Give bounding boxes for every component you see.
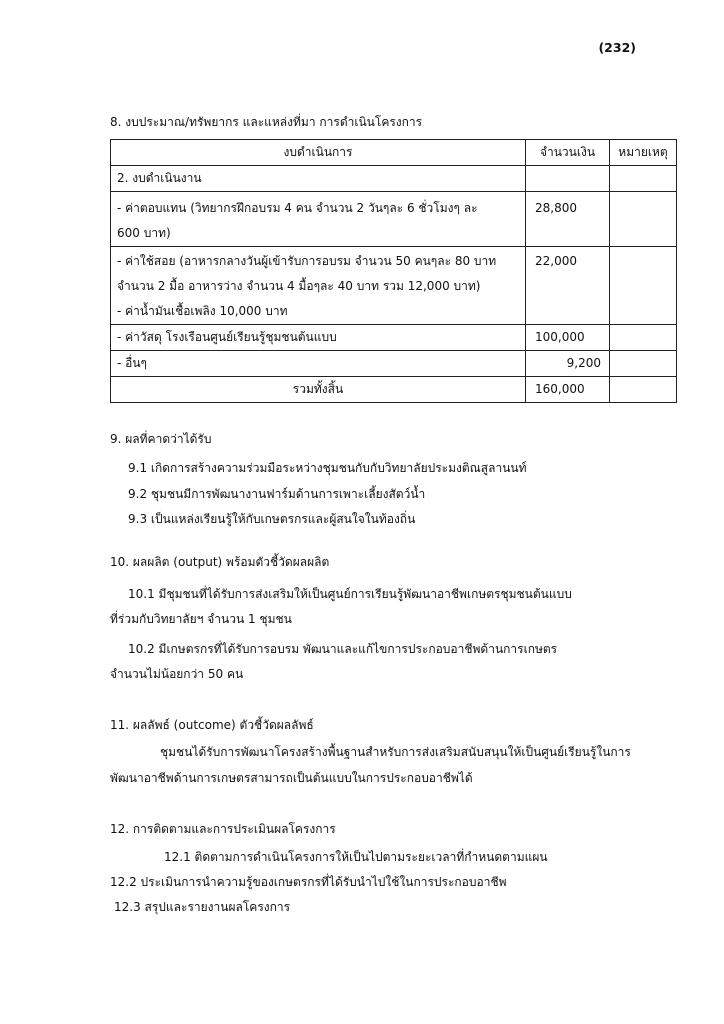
row-amount: 22,000 <box>526 247 610 325</box>
section-9-item: 9.2 ชุมชนมีการพัฒนางานฟาร์มด้านการเพาะเลี้ยงสัตว์น้ำ <box>128 487 426 501</box>
row-amount: 100,000 <box>526 325 610 351</box>
row-line: - ค่าใช้สอย (อาหารกลางวันผู้เข้ารับการอบรม จำนวน 50 คนๆละ 80 บาท <box>117 254 497 268</box>
section-8-heading: 8. งบประมาณ/ทรัพยากร และแหล่งที่มา การดำเนินโครงการ <box>110 115 423 129</box>
row-amount <box>526 166 610 192</box>
section-9-heading: 9. ผลที่คาดว่าได้รับ <box>110 432 212 446</box>
total-note <box>610 377 677 403</box>
row-note <box>610 166 677 192</box>
section-12-item: 12.2 ประเมินการนำความรู้ของเกษตรกรที่ได้รับนำไปใช้ในการประกอบอาชีพ <box>110 875 507 889</box>
row-line: - อื่นๆ <box>117 356 147 370</box>
row-description <box>111 351 526 377</box>
row-note <box>610 192 677 247</box>
table-row <box>111 192 677 247</box>
table-row <box>111 247 677 325</box>
section-11-paragraph-line: พัฒนาอาชีพด้านการเกษตรสามารถเป็นต้นแบบในการประกอบอาชีพได้ <box>110 771 473 785</box>
row-description <box>111 192 526 247</box>
row-line: - ค่าตอบแทน (วิทยากรฝึกอบรม 4 คน จำนวน 2 วันๆละ 6 ชั่วโมงๆ ละ <box>117 201 478 215</box>
section-10-item-1: 10.1 มีชุมชนที่ได้รับการส่งเสริมให้เป็นศูนย์การเรียนรู้พัฒนาอาชีพเกษตรชุมชนต้นแบบ <box>128 587 572 601</box>
row-line: - ค่าวัสดุ โรงเรือนศูนย์เรียนรู้ชุมชนต้นแบบ <box>117 330 337 344</box>
row-description <box>111 247 526 325</box>
row-description <box>111 166 526 192</box>
section-9-item: 9.1 เกิดการสร้างความร่วมมือระหว่างชุมชนกับกับวิทยาลัยประมงติณสูลานนท์ <box>128 461 527 475</box>
budget-table <box>110 139 677 403</box>
row-line: จำนวน 2 มื้อ อาหารว่าง จำนวน 4 มื้อๆละ 40 บาท รวม 12,000 บาท) <box>117 279 481 293</box>
column-header-operations: งบดำเนินการ <box>111 140 526 166</box>
section-10-heading: 10. ผลผลิต (output) พร้อมตัวชี้วัดผลผลิต <box>110 555 330 569</box>
row-line: 2. งบดำเนินงาน <box>117 171 202 185</box>
column-header-amount: จำนวนเงิน <box>526 140 610 166</box>
table-row <box>111 351 677 377</box>
table-header-row <box>111 140 677 166</box>
page-number: (232) <box>598 40 636 55</box>
row-note <box>610 247 677 325</box>
column-header-remarks: หมายเหตุ <box>610 140 677 166</box>
section-11-paragraph-line: ชุมชนได้รับการพัฒนาโครงสร้างพื้นฐานสำหรับการส่งเสริมสนับสนุนให้เป็นศูนย์เรียนรู้ในการ <box>160 745 631 759</box>
section-9-item: 9.3 เป็นแหล่งเรียนรู้ให้กับเกษตรกรและผู้สนใจในท้องถิ่น <box>128 512 416 526</box>
section-10-item-2: 10.2 มีเกษตรกรที่ได้รับการอบรม พัฒนาและแก้ไขการประกอบอาชีพด้านการเกษตร <box>128 642 558 656</box>
total-amount: 160,000 <box>526 377 610 403</box>
section-12-heading: 12. การติดตามและการประเมินผลโครงการ <box>110 822 336 836</box>
row-amount: 28,800 <box>526 192 610 247</box>
row-line: - ค่าน้ำมันเชื้อเพลิง 10,000 บาท <box>117 304 288 318</box>
section-11-heading: 11. ผลลัพธ์ (outcome) ตัวชี้วัดผลลัพธ์ <box>110 718 314 732</box>
section-12-item: 12.1 ติดตามการดำเนินโครงการให้เป็นไปตามระยะเวลาที่กำหนดตามแผน <box>164 850 548 864</box>
row-description <box>111 325 526 351</box>
section-10-item-1-cont: ที่ร่วมกับวิทยาลัยฯ จำนวน 1 ชุมชน <box>110 612 292 626</box>
row-amount: 9,200 <box>526 351 610 377</box>
table-row <box>111 325 677 351</box>
section-12-item: 12.3 สรุปและรายงานผลโครงการ <box>114 900 291 914</box>
row-note <box>610 325 677 351</box>
table-row <box>111 166 677 192</box>
row-note <box>610 351 677 377</box>
section-10-item-2-cont: จำนวนไม่น้อยกว่า 50 คน <box>110 667 244 681</box>
total-label: รวมทั้งสิ้น <box>111 377 526 403</box>
row-line: 600 บาท) <box>117 226 171 240</box>
table-total-row <box>111 377 677 403</box>
